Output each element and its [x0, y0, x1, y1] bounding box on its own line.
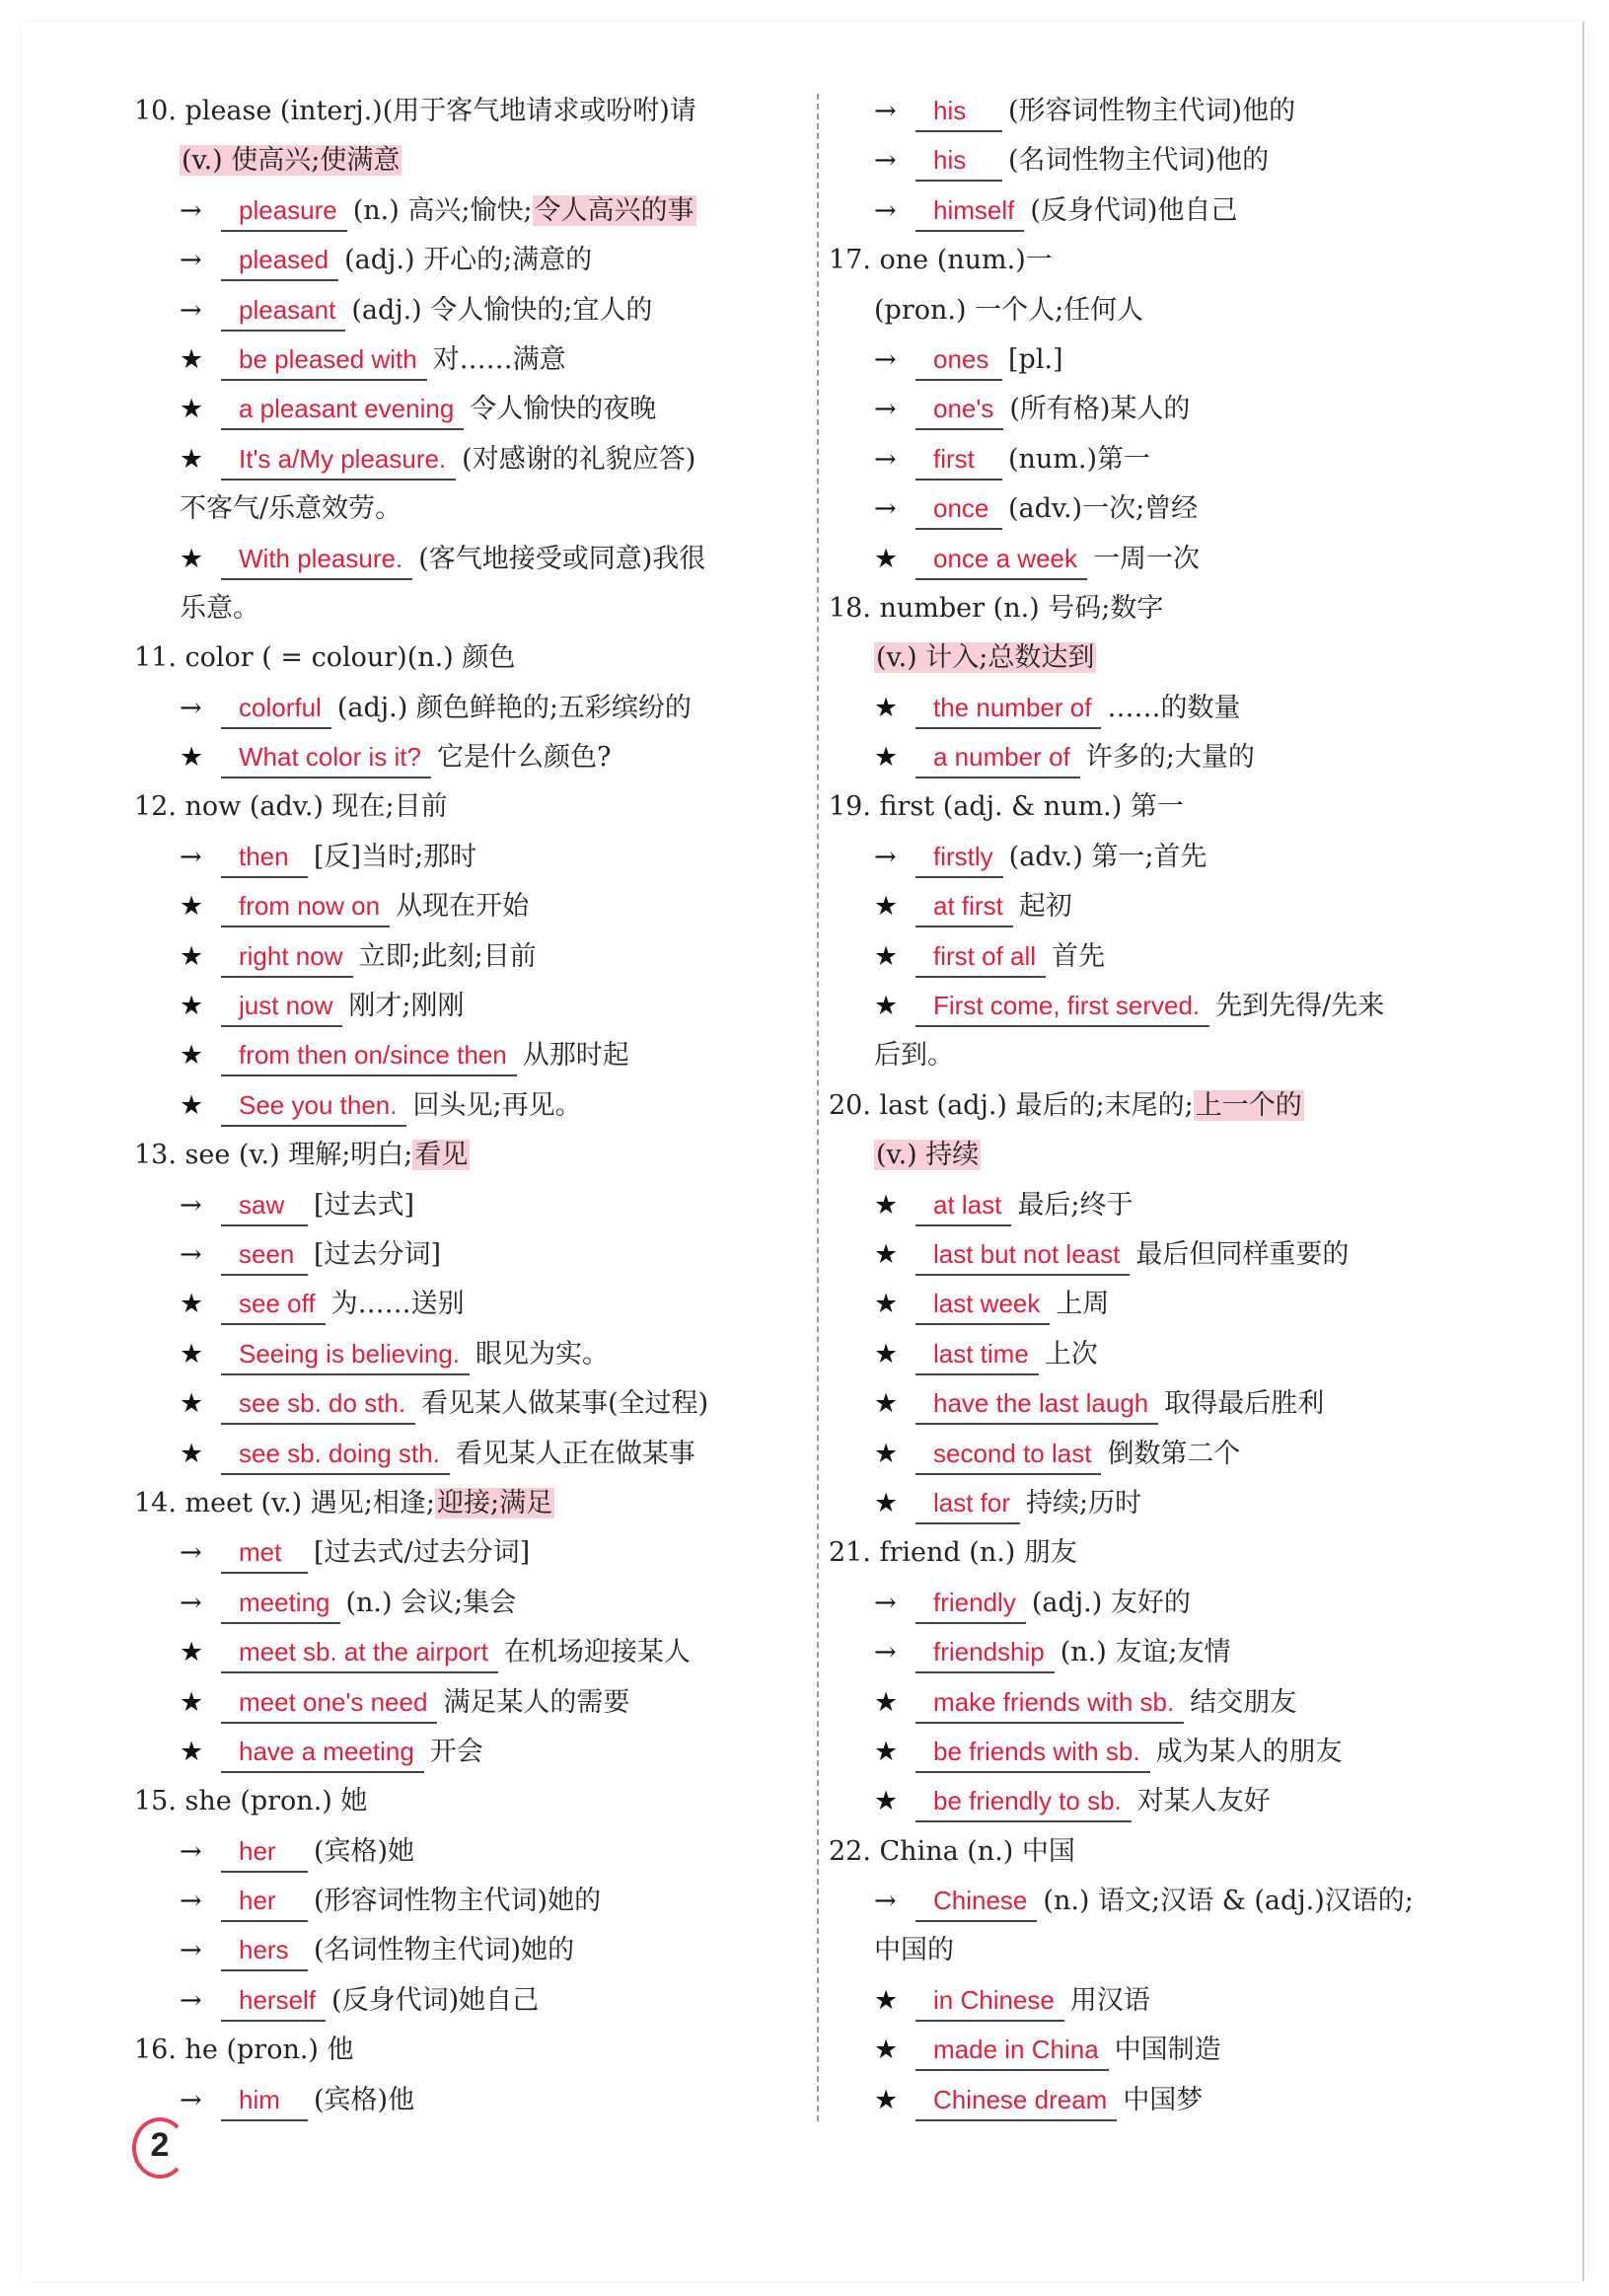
- answer-blank[interactable]: in Chinese: [915, 1980, 1064, 2022]
- arrow-icon: →: [180, 1587, 202, 1618]
- entry-text: (num.)第一: [1008, 443, 1151, 475]
- star-icon: ★: [874, 940, 899, 972]
- entry-text: 20. last (adj.) 最后的;末尾的;: [829, 1089, 1194, 1121]
- answer-blank[interactable]: Seeing is believing.: [221, 1334, 470, 1375]
- page-number-arc: [132, 2117, 187, 2179]
- continuation-line: [134, 584, 805, 633]
- answer-blank[interactable]: second to last: [915, 1434, 1101, 1475]
- answer-blank[interactable]: at first: [915, 886, 1013, 927]
- star-icon: ★: [180, 991, 204, 1022]
- entry-text: (宾格)他: [314, 2084, 415, 2115]
- entry-text: (adj.) 开心的;满意的: [344, 245, 593, 276]
- entry-text: 不客气/乐意效劳。: [180, 493, 402, 525]
- arrow-icon: →: [874, 343, 897, 375]
- answer-blank[interactable]: a number of: [915, 737, 1080, 778]
- star-icon: ★: [874, 1388, 899, 1420]
- star-icon: ★: [874, 1686, 899, 1718]
- arrow-icon: →: [874, 443, 897, 475]
- answer-blank[interactable]: herself: [221, 1980, 326, 2022]
- entry-text: 起初: [1018, 891, 1072, 923]
- entry-text: (n.) 会议;集会: [345, 1587, 517, 1618]
- derivative-line: [829, 87, 1509, 136]
- answer-blank[interactable]: then: [221, 837, 308, 878]
- answer-blank[interactable]: It's a/My pleasure.: [221, 439, 456, 481]
- entry-text: 看见某人做某事(全过程): [421, 1388, 709, 1420]
- derivative-line: [829, 484, 1509, 534]
- entry-text: 上次: [1044, 1338, 1098, 1370]
- answer-blank[interactable]: first: [915, 439, 1002, 481]
- answer-blank[interactable]: have the last laugh: [915, 1383, 1158, 1425]
- star-icon: ★: [180, 394, 204, 425]
- answer-blank[interactable]: his: [915, 91, 1002, 132]
- phrase-line: [134, 1379, 805, 1429]
- star-icon: ★: [874, 1289, 899, 1320]
- entry-text: [反]当时;那时: [314, 841, 477, 872]
- entry-text: 回头见;再见。: [412, 1089, 582, 1121]
- highlighted-meaning: (v.) 计入;总数达到: [876, 642, 1095, 674]
- arrow-icon: →: [180, 1886, 202, 1917]
- derivative-line: [134, 1877, 805, 1926]
- star-icon: ★: [180, 1338, 204, 1370]
- answer-blank[interactable]: a pleasant evening: [221, 389, 464, 430]
- entry-text: (pron.) 一个人;任何人: [874, 294, 1144, 326]
- arrow-icon: →: [180, 1984, 202, 2016]
- phrase-line: [829, 733, 1509, 782]
- entry-text: 结交朋友: [1190, 1686, 1297, 1718]
- answer-blank[interactable]: hers: [221, 1930, 308, 1971]
- arrow-icon: →: [874, 394, 897, 425]
- entry-text: (名词性物主代词)他的: [1008, 145, 1270, 177]
- entry-text: 在机场迎接某人: [503, 1637, 691, 1668]
- continuation-line: [829, 1031, 1509, 1080]
- answer-blank[interactable]: pleasure: [221, 190, 347, 232]
- phrase-line: [134, 1280, 805, 1329]
- entry-text: (adv.) 第一;首先: [1008, 841, 1207, 872]
- entry-text: (adj.) 颜色鲜艳的;五彩缤纷的: [336, 692, 692, 723]
- entry-text: (形容词性物主代词)她的: [314, 1886, 602, 1917]
- entry-headword: [134, 1777, 805, 1826]
- phrase-line: [829, 882, 1509, 931]
- column-divider: [817, 94, 819, 2121]
- entry-text: ……的数量: [1107, 692, 1241, 723]
- phrase-line: [829, 1976, 1509, 2026]
- entry-text: 许多的;大量的: [1085, 742, 1255, 774]
- derivative-line: [134, 2076, 805, 2125]
- phrase-line: [134, 733, 805, 782]
- star-icon: ★: [874, 1984, 899, 2016]
- phrase-line: [829, 1330, 1509, 1379]
- star-icon: ★: [874, 1786, 899, 1817]
- entry-text: 14. meet (v.) 遇见;相逢;: [134, 1487, 435, 1518]
- star-icon: ★: [874, 1338, 899, 1370]
- derivative-line: [134, 684, 805, 733]
- answer-blank[interactable]: once a week: [915, 539, 1087, 580]
- continuation-line: [829, 1131, 1509, 1180]
- derivative-line: [829, 435, 1509, 484]
- answer-blank[interactable]: Chinese dream: [915, 2080, 1117, 2121]
- arrow-icon: →: [874, 1637, 897, 1668]
- page-number-badge: [138, 2117, 182, 2173]
- entry-text: (n.) 友谊;友情: [1060, 1637, 1231, 1668]
- derivative-line: [829, 833, 1509, 882]
- left-column: [134, 87, 805, 2125]
- phrase-line: [829, 1379, 1509, 1429]
- arrow-icon: →: [180, 294, 202, 326]
- phrase-line: [829, 932, 1509, 982]
- derivative-line: [134, 1230, 805, 1280]
- entry-text: 10. please (interj.)(用于客气地请求或吩咐)请: [134, 96, 696, 126]
- arrow-icon: →: [874, 96, 897, 126]
- answer-blank[interactable]: see off: [221, 1284, 326, 1325]
- phrase-line: [829, 684, 1509, 733]
- entry-text: 立即;此刻;目前: [358, 940, 537, 972]
- entry-text: 17. one (num.)一: [829, 245, 1053, 276]
- derivative-line: [829, 1877, 1509, 1926]
- phrase-line: [134, 1728, 805, 1777]
- star-icon: ★: [874, 2084, 899, 2115]
- entry-headword: [829, 236, 1509, 285]
- answer-blank[interactable]: just now: [221, 986, 342, 1027]
- phrase-line: [829, 1728, 1509, 1777]
- answer-blank[interactable]: meet one's need: [221, 1682, 437, 1724]
- phrase-line: [829, 535, 1509, 584]
- star-icon: ★: [180, 1289, 204, 1320]
- entry-text: 对某人友好: [1136, 1786, 1271, 1817]
- phrase-line: [134, 335, 805, 385]
- derivative-line: [134, 1926, 805, 1975]
- phrase-line: [134, 982, 805, 1031]
- answer-blank[interactable]: make friends with sb.: [915, 1682, 1184, 1724]
- entry-headword: [829, 584, 1509, 633]
- entry-text: (客气地接受或同意)我很: [418, 543, 706, 574]
- entry-text: (n.) 高兴;愉快;: [352, 194, 533, 226]
- entry-headword: [134, 1479, 805, 1528]
- derivative-line: [134, 1528, 805, 1578]
- entry-text: 为……送别: [330, 1289, 465, 1320]
- derivative-line: [829, 186, 1509, 236]
- continuation-line: [829, 286, 1509, 335]
- star-icon: ★: [874, 891, 899, 923]
- entry-text: 最后但同样重要的: [1135, 1238, 1350, 1270]
- entry-text: 开会: [429, 1736, 483, 1767]
- derivative-line: [829, 1579, 1509, 1628]
- derivative-line: [134, 286, 805, 335]
- entry-headword: [134, 2026, 805, 2075]
- phrase-line: [829, 2076, 1509, 2125]
- answer-blank[interactable]: her: [221, 1881, 308, 1922]
- answer-blank[interactable]: from now on: [221, 886, 390, 927]
- star-icon: ★: [180, 1736, 204, 1767]
- entry-text: (n.) 语文;汉语 & (adj.)汉语的;: [1043, 1886, 1414, 1917]
- entry-text: [pl.]: [1008, 343, 1063, 375]
- derivative-line: [134, 1976, 805, 2026]
- entry-headword: [134, 87, 805, 136]
- entry-headword: [829, 782, 1509, 832]
- answer-blank[interactable]: Chinese: [915, 1881, 1037, 1922]
- arrow-icon: →: [874, 493, 897, 525]
- entry-text: (adv.)一次;曾经: [1008, 493, 1199, 525]
- entry-text: 从那时起: [522, 1040, 629, 1072]
- answer-blank[interactable]: him: [221, 2080, 308, 2121]
- entry-text: 取得最后胜利: [1164, 1388, 1325, 1420]
- star-icon: ★: [180, 1637, 204, 1668]
- page-edge: [1582, 22, 1584, 2281]
- phrase-line: [134, 535, 805, 584]
- entry-text: 首先: [1052, 940, 1106, 972]
- answer-blank[interactable]: be friends with sb.: [915, 1732, 1150, 1773]
- answer-blank[interactable]: friendly: [915, 1583, 1026, 1624]
- entry-text: (对感谢的礼貌应答): [462, 443, 696, 475]
- entry-text: 成为某人的朋友: [1155, 1736, 1343, 1767]
- phrase-line: [134, 1430, 805, 1479]
- continuation-line: [829, 1926, 1509, 1975]
- entry-text: 它是什么颜色?: [436, 742, 612, 774]
- phrase-line: [829, 1430, 1509, 1479]
- answer-blank[interactable]: right now: [221, 936, 353, 978]
- star-icon: ★: [180, 1438, 204, 1469]
- derivative-line: [829, 136, 1509, 185]
- highlighted-meaning: 上一个的: [1195, 1089, 1302, 1121]
- answer-blank[interactable]: at last: [915, 1185, 1011, 1226]
- entry-text: 一周一次: [1092, 543, 1200, 574]
- arrow-icon: →: [180, 1189, 202, 1221]
- answer-blank[interactable]: last time: [915, 1334, 1039, 1375]
- answer-blank[interactable]: the number of: [915, 688, 1101, 729]
- answer-blank[interactable]: last for: [915, 1483, 1020, 1524]
- highlighted-meaning: (v.) 持续: [876, 1140, 980, 1171]
- star-icon: ★: [874, 991, 899, 1022]
- derivative-line: [134, 1181, 805, 1230]
- entry-text: (所有格)某人的: [1009, 394, 1191, 425]
- phrase-line: [829, 1280, 1509, 1329]
- entry-text: 16. he (pron.) 他: [134, 2035, 354, 2066]
- entry-headword: [134, 1131, 805, 1180]
- star-icon: ★: [180, 940, 204, 972]
- star-icon: ★: [874, 742, 899, 774]
- arrow-icon: →: [180, 2084, 202, 2115]
- phrase-line: [829, 2026, 1509, 2075]
- derivative-line: [134, 833, 805, 882]
- answer-blank[interactable]: firstly: [915, 837, 1003, 878]
- entry-text: [过去式/过去分词]: [314, 1537, 531, 1569]
- entry-text: 18. number (n.) 号码;数字: [829, 592, 1164, 624]
- phrase-line: [829, 1230, 1509, 1280]
- answer-blank[interactable]: friendship: [915, 1632, 1055, 1673]
- entry-text: 最后;终于: [1017, 1189, 1134, 1221]
- answer-blank[interactable]: last week: [915, 1284, 1050, 1325]
- answer-blank[interactable]: see sb. do sth.: [221, 1383, 415, 1425]
- answer-blank[interactable]: her: [221, 1831, 308, 1873]
- entry-headword: [134, 782, 805, 832]
- entry-headword: [829, 1827, 1509, 1877]
- entry-text: 倒数第二个: [1107, 1438, 1241, 1469]
- answer-blank[interactable]: First come, first served.: [915, 986, 1209, 1027]
- arrow-icon: →: [180, 1238, 202, 1270]
- answer-blank[interactable]: from then on/since then: [221, 1035, 517, 1076]
- star-icon: ★: [874, 1189, 899, 1221]
- star-icon: ★: [180, 1040, 204, 1072]
- arrow-icon: →: [874, 1886, 897, 1917]
- answer-blank[interactable]: See you then.: [221, 1085, 406, 1127]
- arrow-icon: →: [180, 245, 202, 276]
- arrow-icon: →: [874, 145, 897, 177]
- star-icon: ★: [874, 1487, 899, 1518]
- star-icon: ★: [180, 443, 204, 475]
- star-icon: ★: [180, 1686, 204, 1718]
- star-icon: ★: [874, 1736, 899, 1767]
- answer-blank[interactable]: once: [915, 488, 1002, 530]
- answer-blank[interactable]: have a meeting: [221, 1732, 424, 1773]
- star-icon: ★: [874, 2035, 899, 2066]
- answer-blank[interactable]: ones: [915, 339, 1002, 381]
- star-icon: ★: [180, 543, 204, 574]
- answer-blank[interactable]: himself: [915, 190, 1024, 232]
- phrase-line: [829, 1181, 1509, 1230]
- entry-text: (名词性物主代词)她的: [314, 1935, 575, 1966]
- highlighted-meaning: (v.) 使高兴;使满意: [182, 145, 401, 177]
- highlighted-meaning: 迎接;满足: [437, 1487, 553, 1518]
- arrow-icon: →: [874, 1587, 897, 1618]
- phrase-line: [134, 932, 805, 982]
- phrase-line: [829, 1777, 1509, 1826]
- arrow-icon: →: [180, 1935, 202, 1966]
- phrase-line: [134, 1031, 805, 1080]
- continuation-line: [829, 633, 1509, 683]
- entry-headword: [829, 1528, 1509, 1578]
- arrow-icon: →: [180, 1835, 202, 1867]
- page-number: 2: [150, 2126, 170, 2164]
- answer-blank[interactable]: seen: [221, 1234, 308, 1276]
- highlighted-meaning: 令人高兴的事: [534, 194, 695, 226]
- derivative-line: [829, 335, 1509, 385]
- phrase-line: [134, 1628, 805, 1677]
- entry-headword: [829, 1081, 1509, 1131]
- answer-blank[interactable]: first of all: [915, 936, 1046, 978]
- star-icon: ★: [180, 742, 204, 774]
- entry-text: 从现在开始: [396, 891, 530, 923]
- derivative-line: [134, 1827, 805, 1877]
- phrase-line: [829, 982, 1509, 1031]
- entry-text: 11. color ( = colour)(n.) 颜色: [134, 642, 516, 674]
- entry-text: 中国梦: [1123, 2084, 1204, 2115]
- answer-blank[interactable]: saw: [221, 1185, 308, 1226]
- entry-text: (形容词性物主代词)他的: [1008, 96, 1296, 126]
- continuation-line: [134, 484, 805, 534]
- arrow-icon: →: [180, 1537, 202, 1569]
- derivative-line: [829, 1628, 1509, 1677]
- right-column: [829, 87, 1509, 2125]
- phrase-line: [829, 1678, 1509, 1728]
- answer-blank[interactable]: see sb. doing sth.: [221, 1434, 450, 1475]
- entry-text: 刚才;刚刚: [348, 991, 465, 1022]
- arrow-icon: →: [180, 841, 202, 872]
- entry-text: 满足某人的需要: [443, 1686, 630, 1718]
- arrow-icon: →: [180, 692, 202, 723]
- answer-blank[interactable]: pleased: [221, 240, 338, 281]
- arrow-icon: →: [874, 841, 897, 872]
- entry-text: 令人愉快的夜晚: [470, 394, 657, 425]
- entry-text: 乐意。: [180, 592, 259, 624]
- answer-blank[interactable]: one's: [915, 389, 1003, 430]
- entry-text: 12. now (adv.) 现在;目前: [134, 791, 448, 823]
- phrase-line: [829, 1479, 1509, 1528]
- highlighted-meaning: 看见: [414, 1140, 469, 1171]
- star-icon: ★: [874, 1438, 899, 1469]
- answer-blank[interactable]: With pleasure.: [221, 539, 412, 580]
- entry-text: (adj.) 令人愉快的;宜人的: [351, 294, 653, 326]
- entry-text: [过去式]: [314, 1189, 415, 1221]
- star-icon: ★: [874, 692, 899, 723]
- answer-blank[interactable]: What color is it?: [221, 737, 431, 778]
- phrase-line: [134, 1081, 805, 1131]
- entry-text: 眼见为实。: [475, 1338, 610, 1370]
- star-icon: ★: [874, 1238, 899, 1270]
- entry-text: (宾格)她: [314, 1835, 415, 1867]
- entry-text: [过去分词]: [314, 1238, 442, 1270]
- answer-blank[interactable]: meet sb. at the airport: [221, 1632, 498, 1673]
- entry-text: (反身代词)他自己: [1030, 194, 1238, 226]
- phrase-line: [134, 882, 805, 931]
- entry-text: 中国的: [874, 1935, 954, 1966]
- arrow-icon: →: [180, 194, 202, 226]
- phrase-line: [134, 1678, 805, 1728]
- derivative-line: [134, 1579, 805, 1628]
- star-icon: ★: [180, 343, 204, 375]
- entry-text: 22. China (n.) 中国: [829, 1835, 1075, 1867]
- entry-text: 用汉语: [1069, 1984, 1150, 2016]
- continuation-line: [134, 136, 805, 185]
- star-icon: ★: [874, 543, 899, 574]
- answer-blank[interactable]: colorful: [221, 688, 331, 729]
- entry-text: 19. first (adj. & num.) 第一: [829, 791, 1184, 823]
- answer-blank[interactable]: last but not least: [915, 1234, 1130, 1276]
- star-icon: ★: [180, 891, 204, 923]
- answer-blank[interactable]: met: [221, 1532, 308, 1574]
- entry-text: (adj.) 友好的: [1031, 1587, 1191, 1618]
- derivative-line: [134, 236, 805, 285]
- answer-blank[interactable]: be friendly to sb.: [915, 1781, 1132, 1822]
- phrase-line: [134, 435, 805, 484]
- entry-text: 持续;历时: [1026, 1487, 1142, 1518]
- entry-text: 后到。: [874, 1040, 954, 1072]
- entry-text: 上周: [1056, 1289, 1110, 1320]
- entry-text: 13. see (v.) 理解;明白;: [134, 1140, 413, 1171]
- entry-text: (反身代词)她自己: [331, 1984, 540, 2016]
- answer-blank[interactable]: his: [915, 140, 1002, 182]
- entry-text: 对……满意: [432, 343, 566, 375]
- derivative-line: [134, 186, 805, 236]
- star-icon: ★: [180, 1388, 204, 1420]
- answer-blank[interactable]: meeting: [221, 1583, 340, 1624]
- star-icon: ★: [180, 1089, 204, 1121]
- answer-blank[interactable]: pleasant: [221, 290, 345, 332]
- phrase-line: [134, 385, 805, 434]
- arrow-icon: →: [874, 194, 897, 226]
- entry-headword: [134, 633, 805, 683]
- entry-text: 21. friend (n.) 朋友: [829, 1537, 1077, 1569]
- entry-text: 中国制造: [1114, 2035, 1221, 2066]
- answer-blank[interactable]: be pleased with: [221, 339, 427, 381]
- phrase-line: [134, 1330, 805, 1379]
- entry-text: 先到先得/先来: [1215, 991, 1385, 1022]
- derivative-line: [829, 385, 1509, 434]
- entry-text: 15. she (pron.) 她: [134, 1786, 368, 1817]
- entry-text: 看见某人正在做某事: [455, 1438, 695, 1469]
- answer-blank[interactable]: made in China: [915, 2030, 1109, 2071]
